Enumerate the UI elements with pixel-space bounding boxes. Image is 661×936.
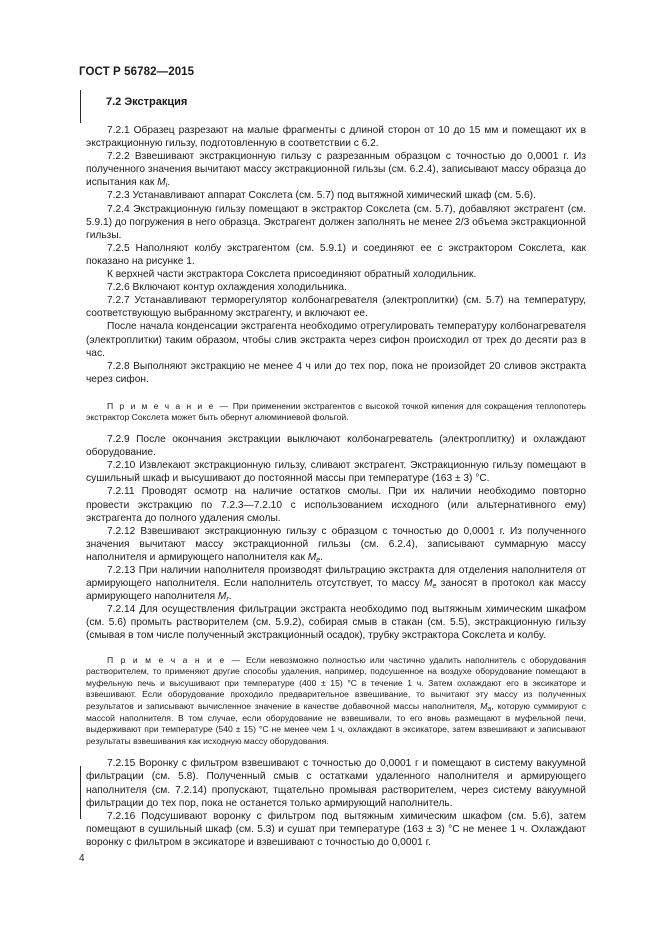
paragraph-7-2-16: 7.2.16 Подсушивают воронку с фильтром под вытяжным химическим шкафом (см. 5.6), затем помещают в сушильный шкаф (см. 5.3) и сушат при температуре (163 ± 3) °С не менее 1 ч. Охлаждают воронку с фильтром в эксикаторе и взвешивают с точностью до 0,0001 г. <box>86 810 586 848</box>
paragraph-7-2-4: 7.2.4 Экстракционную гильзу помещают в экстрактор Сокслета (см. 5.7), добавляют экстрагент (см. 5.9.1) до погружения в него образца. Экстрагент должен заполнять не менее 2/3 объема экстракционной гильзы. <box>86 203 586 241</box>
paragraph-7-2-10: 7.2.10 Извлекают экстракционную гильзу, сливают экстрагент. Экстракционную гильзу помещают в сушильный шкаф и высушивают до постоянной массы при температуре (163 ± 3) °С. <box>86 460 586 485</box>
note-muffle-furnace <box>86 655 586 748</box>
mass-subscript: i <box>165 182 168 190</box>
paragraph-text: 7.2.12 Взвешивают экстракционную гильзу с образцом с точностью до 0,0001 г. Из полученного значения вычитают массу экстракционной гильзы (см. 6.2.4), записывают суммарную массу наполнителя и армирующего наполнителя как <box>86 525 586 563</box>
paragraph-7-2-15: 7.2.15 Воронку с фильтром взвешивают с точностью до 0,0001 г и помещают в систему вакуумной фильтрации (см. 5.8). Полученный смыв с остатками удаленного наполнителя и армирующего наполнителя (см. 7.2.14) пропускают, тщательно промывая растворителем, через систему вакуумной фильтрации до тех пор, пока не останется только армирующий наполнитель. <box>86 758 586 809</box>
punctuation: . <box>167 177 171 189</box>
page-number: 4 <box>79 853 85 864</box>
paragraph-7-2-7: 7.2.7 Устанавливают терморегулятор колбонагревателя (электроплитки) (см. 5.7) на температуру, соответствующую выбранному экстрагенту, и включают ее. <box>86 295 586 320</box>
paragraph-7-2-13 <box>86 564 586 603</box>
note-text: При применении экстрагентов с высокой точкой кипения для сокращения теплопотерь экстрактор Сокслета может быть обернут алюминиевой фольгой. <box>86 400 586 423</box>
mass-subscript: a <box>487 705 492 713</box>
mass-symbol: M <box>480 700 488 711</box>
note-text: , которую суммируют с массой наполнителя. В том случае, если оборудование не взвешивали, то его вновь размещают в муфельной печи, выдерживают при температуре (540 ± 15) °С не менее чем 1 ч, охлаждают в эксикаторе, затем взвешивают и записывают результаты взвешивания как исходную массу оборудования. <box>86 700 586 746</box>
paragraph-7-2-14: 7.2.14 Для осуществления фильтрации экстракта необходимо под вытяжным химическим шкафом (см. 5.6) промыть растворителем (см. 5.9.2), собирая смыв в стакан (см. 5.5), экстракционную гильзу (смывая в том числе полученный экстракционный осадок), трубку экстрактора Сокслета и колбу. <box>86 604 586 642</box>
mass-subscript: r <box>226 596 229 604</box>
note-foil <box>86 401 586 424</box>
document-header: ГОСТ Р 56782—2015 <box>79 66 195 78</box>
paragraph-condenser: К верхней части экстрактора Сокслета присоединяют обратный холодильник. <box>107 269 477 281</box>
mass-symbol: M <box>217 591 227 603</box>
note-text: Если невозможно полностью или частично удалить наполнитель с оборудования растворителем, то применяют другие способы удаления, например, подсушенное на воздухе оборудование помещают в муфельную печь и высушивают при температуре (400 ± 15) °С в течение 1 ч. Затем охлаждают его в эксикаторе и взвешивают. Если оборудование проходило предварительное взвешивание, то вычитают эту массу из полученных результатов и записывают вычисленное значение в качестве добавочной массы наполнителя, <box>86 654 586 711</box>
paragraph-text: 7.2.2 Взвешивают экстракционную гильзу с разрезанным образцом с точностью до 0,0001 г. Из полученного значения вычитают массу экстракционной гильзы (см. 6.2.4), записывают массу образца до испытания как <box>86 151 586 189</box>
mass-subscript: e <box>316 556 321 564</box>
mass-symbol: M <box>424 578 433 590</box>
paragraph-7-2-6: 7.2.6 Включают контур охлаждения холодильника. <box>107 282 347 294</box>
document-body <box>86 124 586 849</box>
note-label: П р и м е ч а н и е — <box>107 654 242 665</box>
paragraph-7-2-11: 7.2.11 Проводят осмотр на наличие остатков смолы. При их наличии необходимо повторно провести экстракцию по 7.2.3—7.2.10 с использованием исходного (или альтернативного ему) экстрагента до полного удаления смолы. <box>86 486 586 524</box>
paragraph-7-2-3: 7.2.3 Устанавливают аппарат Сокслета (см. 5.7) под вытяжной химический шкаф (см. 5.6). <box>107 190 536 202</box>
mass-subscript: e <box>432 583 437 591</box>
paragraph-7-2-12 <box>86 525 586 564</box>
paragraph-7-2-9: 7.2.9 После окончания экстракции выключают колбонагреватель (электроплитку) и охлаждают оборудование. <box>86 434 586 459</box>
change-bar-bottom <box>80 766 81 819</box>
paragraph-condensation: После начала конденсации экстрагента необходимо отрегулировать температуру колбонагревателя (электроплитки) таким образом, чтобы слив экстракта через сифон происходил от трех до десяти раз в час. <box>86 321 586 359</box>
change-bar-top <box>80 90 81 123</box>
mass-symbol: M <box>157 177 166 189</box>
paragraph-text: 7.2.13 При наличии наполнителя производят фильтрацию экстракта для отделения наполнителя от армирующего наполнителя. Если наполнитель отсутствует, то массу <box>86 565 586 590</box>
paragraph-7-2-1: 7.2.1 Образец разрезают на малые фрагменты с длиной сторон от 10 до 15 мм и помещают их в экстракционную гильзу, подготовленную в соответствии с 6.2. <box>86 125 586 150</box>
note-label: П р и м е ч а н и е — <box>107 400 230 411</box>
paragraph-7-2-8: 7.2.8 Выполняют экстракцию не менее 4 ч или до тех пор, пока не произойдет 20 сливов экстракта через сифон. <box>86 360 586 385</box>
paragraph-text: заносят в протокол как массу армирующего наполнителя <box>86 578 586 603</box>
paragraph-7-2-5: 7.2.5 Наполняют колбу экстрагентом (см. 5.9.1) и соединяют ее с экстрактором Сокслета, как показано на рисунке 1. <box>86 242 586 267</box>
section-title: 7.2 Экстракция <box>106 96 188 108</box>
punctuation: . <box>320 551 324 563</box>
mass-symbol: M <box>307 551 317 563</box>
paragraph-7-2-2 <box>86 150 586 189</box>
punctuation: . <box>228 591 232 603</box>
